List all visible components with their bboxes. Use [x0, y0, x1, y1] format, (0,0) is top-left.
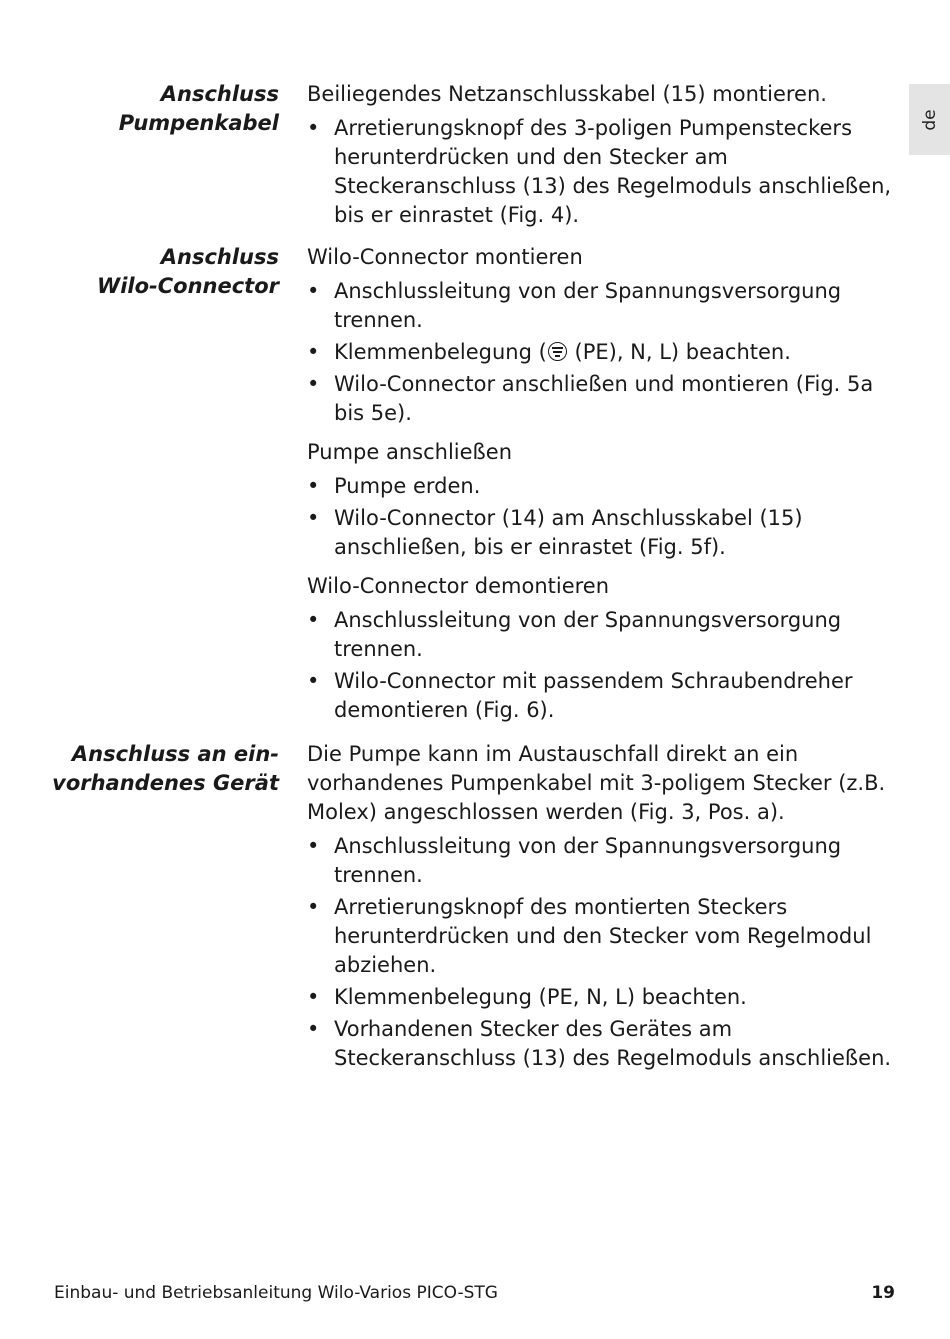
- footer-title: Einbau- und Betriebsanleitung Wilo-Varios PICO-STG: [54, 1283, 498, 1303]
- intro-text: Die Pumpe kann im Austauschfall direkt an ein vorhandenes Pumpenkabel mit 3-poligem Stecker (z.B. Molex) angeschlossen werden (Fig. 3, Pos. a).: [307, 742, 886, 824]
- list-item-prefix: Klemmenbelegung (: [334, 340, 547, 364]
- list-item: • Wilo-Connector (14) am Anschlusskabel (15) anschließen, bis er einrastet (Fig. 5f).: [307, 504, 895, 562]
- list-item: • Arretierungsknopf des montierten Steckers herunterdrücken und den Stecker vom Regelmodul abziehen.: [307, 893, 895, 980]
- section-body: [307, 80, 895, 230]
- intro-text: Wilo-Connector montieren: [307, 245, 583, 269]
- bullet-list: [307, 832, 895, 1073]
- section-body: [307, 740, 895, 1073]
- language-tab: [909, 84, 950, 155]
- intro-text: Wilo-Connector demontieren: [307, 574, 610, 598]
- earth-ground-icon: [548, 342, 567, 361]
- page-number: 19: [871, 1283, 895, 1303]
- list-item: • Klemmenbelegung (PE, N, L) beachten.: [307, 983, 895, 1012]
- section-heading: Anschluss an ein- vorhandenes Gerät: [52, 742, 279, 795]
- section-heading: Anschluss Wilo-Connector: [97, 245, 279, 298]
- list-item: [307, 338, 895, 367]
- language-tab-label: de: [919, 108, 940, 131]
- list-item: • Wilo-Connector anschließen und montieren (Fig. 5a bis 5e).: [307, 370, 895, 428]
- section-body: [307, 243, 895, 725]
- list-item: • Arretierungsknopf des 3-poligen Pumpensteckers herunterdrücken und den Stecker am Steckeranschluss (13) des Regelmoduls anschließen, bis er einrastet (Fig. 4).: [307, 114, 895, 230]
- intro-text: Pumpe anschließen: [307, 440, 513, 464]
- bullet-list: [307, 114, 895, 230]
- list-item: • Anschlussleitung von der Spannungsversorgung trennen.: [307, 832, 895, 890]
- list-item: • Anschlussleitung von der Spannungsversorgung trennen.: [307, 277, 895, 335]
- list-item-suffix: (PE), N, L) beachten.: [567, 340, 791, 364]
- bullet-list: [307, 277, 895, 428]
- bullet-list: [307, 606, 895, 725]
- list-item: • Wilo-Connector mit passendem Schraubendreher demontieren (Fig. 6).: [307, 667, 895, 725]
- list-item: • Pumpe erden.: [307, 472, 895, 501]
- list-item: • Anschlussleitung von der Spannungsversorgung trennen.: [307, 606, 895, 664]
- bullet-list: [307, 472, 895, 562]
- list-item: • Vorhandenen Stecker des Gerätes am Steckeranschluss (13) des Regelmoduls anschließen.: [307, 1015, 895, 1073]
- section-heading: Anschluss Pumpenkabel: [118, 82, 279, 135]
- intro-text: Beiliegendes Netzanschlusskabel (15) montieren.: [307, 82, 827, 106]
